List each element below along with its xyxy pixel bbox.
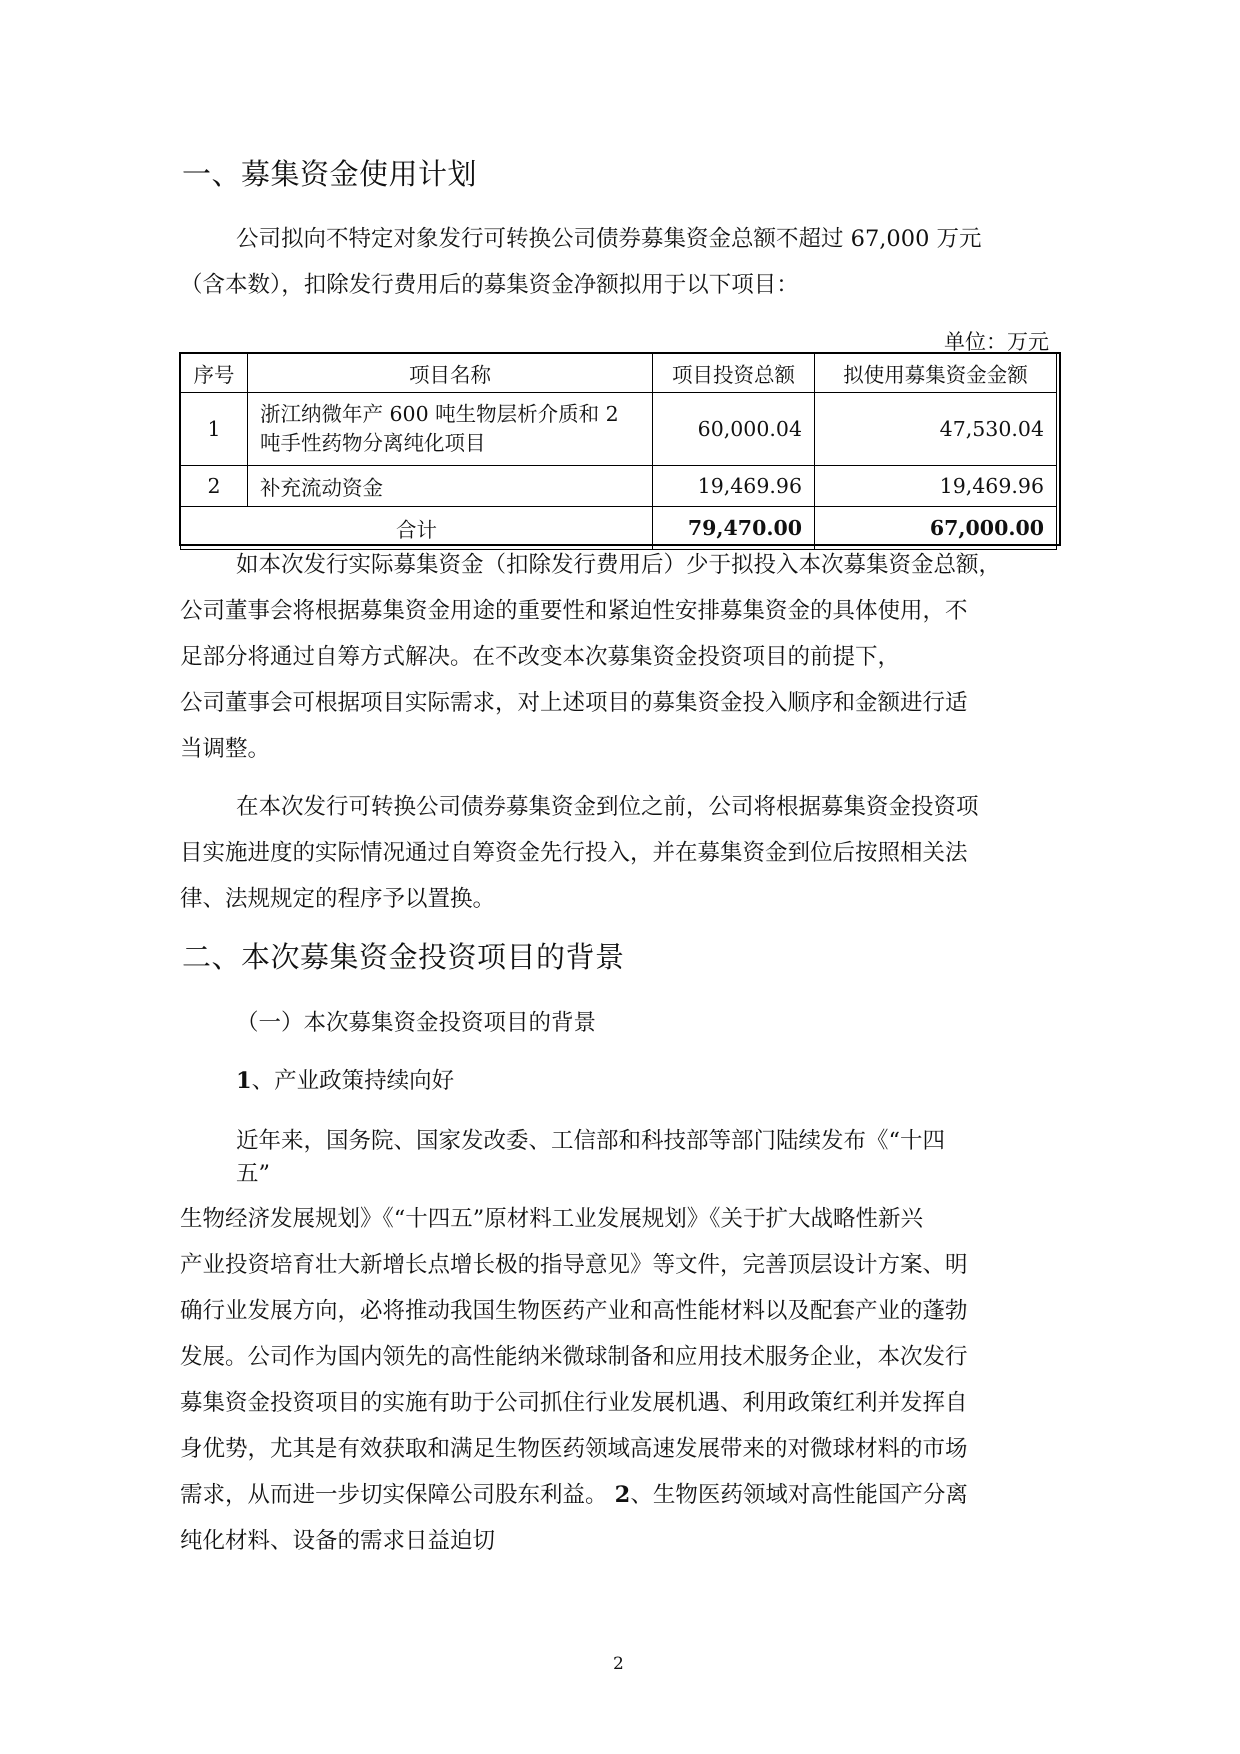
table-header-cell: 序号 [181,354,248,393]
paragraph-line: 产业投资培育壮大新增长点增长极的指导意见》等文件，完善顶层设计方案、明 [180,1252,968,1278]
paragraph-text: 需求，从而进一步切实保障公司股东利益。 [180,1482,608,1508]
project-name: 补充流动资金 [248,466,653,507]
paragraph-line: 公司董事会将根据募集资金用途的重要性和紧迫性安排募集资金的具体使用，不 [180,598,968,624]
paragraph-line: 当调整。 [180,736,271,762]
table-header-cell: 拟使用募集资金金额 [815,354,1057,393]
total-label: 合计 [181,507,653,550]
paragraph-line: 身优势，尤其是有效获取和满足生物医药领域高速发展带来的对微球材料的市场 [180,1436,968,1462]
item-number: 1 [236,1068,252,1094]
project-name-line: 浙江纳微年产 600 吨生物层析介质和 2 [260,402,619,426]
table-row [181,393,1057,466]
paragraph-line: （含本数），扣除发行费用后的募集资金净额拟用于以下项目： [180,272,799,298]
project-name [248,393,653,466]
page-number: 2 [613,1654,624,1674]
paragraph-line: 近年来，国务院、国家发改委、工信部和科技部等部门陆续发布《“十四 [236,1128,946,1154]
paragraph-line: 如本次发行实际募集资金（扣除发行费用后）少于拟投入本次募集资金总额， [236,552,1002,578]
paragraph-line: 公司拟向不特定对象发行可转换公司债券募集资金总额不超过 67,000 万元 [236,226,982,252]
row-number: 1 [181,393,248,466]
paragraph-line: 足部分将通过自筹方式解决。在不改变本次募集资金投资项目的前提下， [180,644,901,670]
paragraph-line: 公司董事会可根据项目实际需求，对上述项目的募集资金投入顺序和金额进行适 [180,690,968,716]
item-title: 、产业政策持续向好 [251,1068,455,1094]
item-title-continuation: 纯化材料、设备的需求日益迫切 [180,1528,496,1554]
item-number: 2 [614,1482,631,1508]
project-fund-use: 47,530.04 [815,393,1057,466]
paragraph-line: 募集资金投资项目的实施有助于公司抓住行业发展机遇、利用政策红利并发挥自 [180,1390,968,1416]
subsection-heading: （一）本次募集资金投资项目的背景 [236,1010,597,1036]
paragraph-line: 律、法规规定的程序予以置换。 [180,886,496,912]
project-total: 19,469.96 [653,466,815,507]
paragraph-line: 目实施进度的实际情况通过自筹资金先行投入，并在募集资金到位后按照相关法 [180,840,968,866]
project-total: 60,000.04 [653,393,815,466]
total-fund-use: 67,000.00 [815,507,1057,550]
fund-usage-table [180,353,1057,550]
table-header-cell: 项目名称 [248,354,653,393]
item-title: 、生物医药领域对高性能国产分离 [630,1482,968,1508]
table-row [181,466,1057,507]
paragraph-line: 五” [236,1161,271,1187]
table-unit-label: 单位：万元 [944,330,1049,354]
table-header-cell: 项目投资总额 [653,354,815,393]
section-heading-2: 二、本次募集资金投资项目的背景 [182,940,625,974]
section-heading-1: 一、募集资金使用计划 [182,157,478,191]
row-number: 2 [181,466,248,507]
paragraph-line: 生物经济发展规划》《“十四五”原材料工业发展规划》《关于扩大战略性新兴 [180,1206,924,1232]
paragraph-line [180,1474,968,1516]
table-header-row [181,354,1057,393]
paragraph-line: 在本次发行可转换公司债券募集资金到位之前，公司将根据募集资金投资项 [236,794,979,820]
paragraph-line: 发展。公司作为国内领先的高性能纳米微球制备和应用技术服务企业，本次发行 [180,1344,968,1370]
project-name-line: 吨手性药物分离纯化项目 [260,431,486,455]
project-fund-use: 19,469.96 [815,466,1057,507]
item-heading-1 [236,1060,454,1102]
paragraph-line: 确行业发展方向，必将推动我国生物医药产业和高性能材料以及配套产业的蓬勃 [180,1298,968,1324]
total-investment: 79,470.00 [653,507,815,550]
